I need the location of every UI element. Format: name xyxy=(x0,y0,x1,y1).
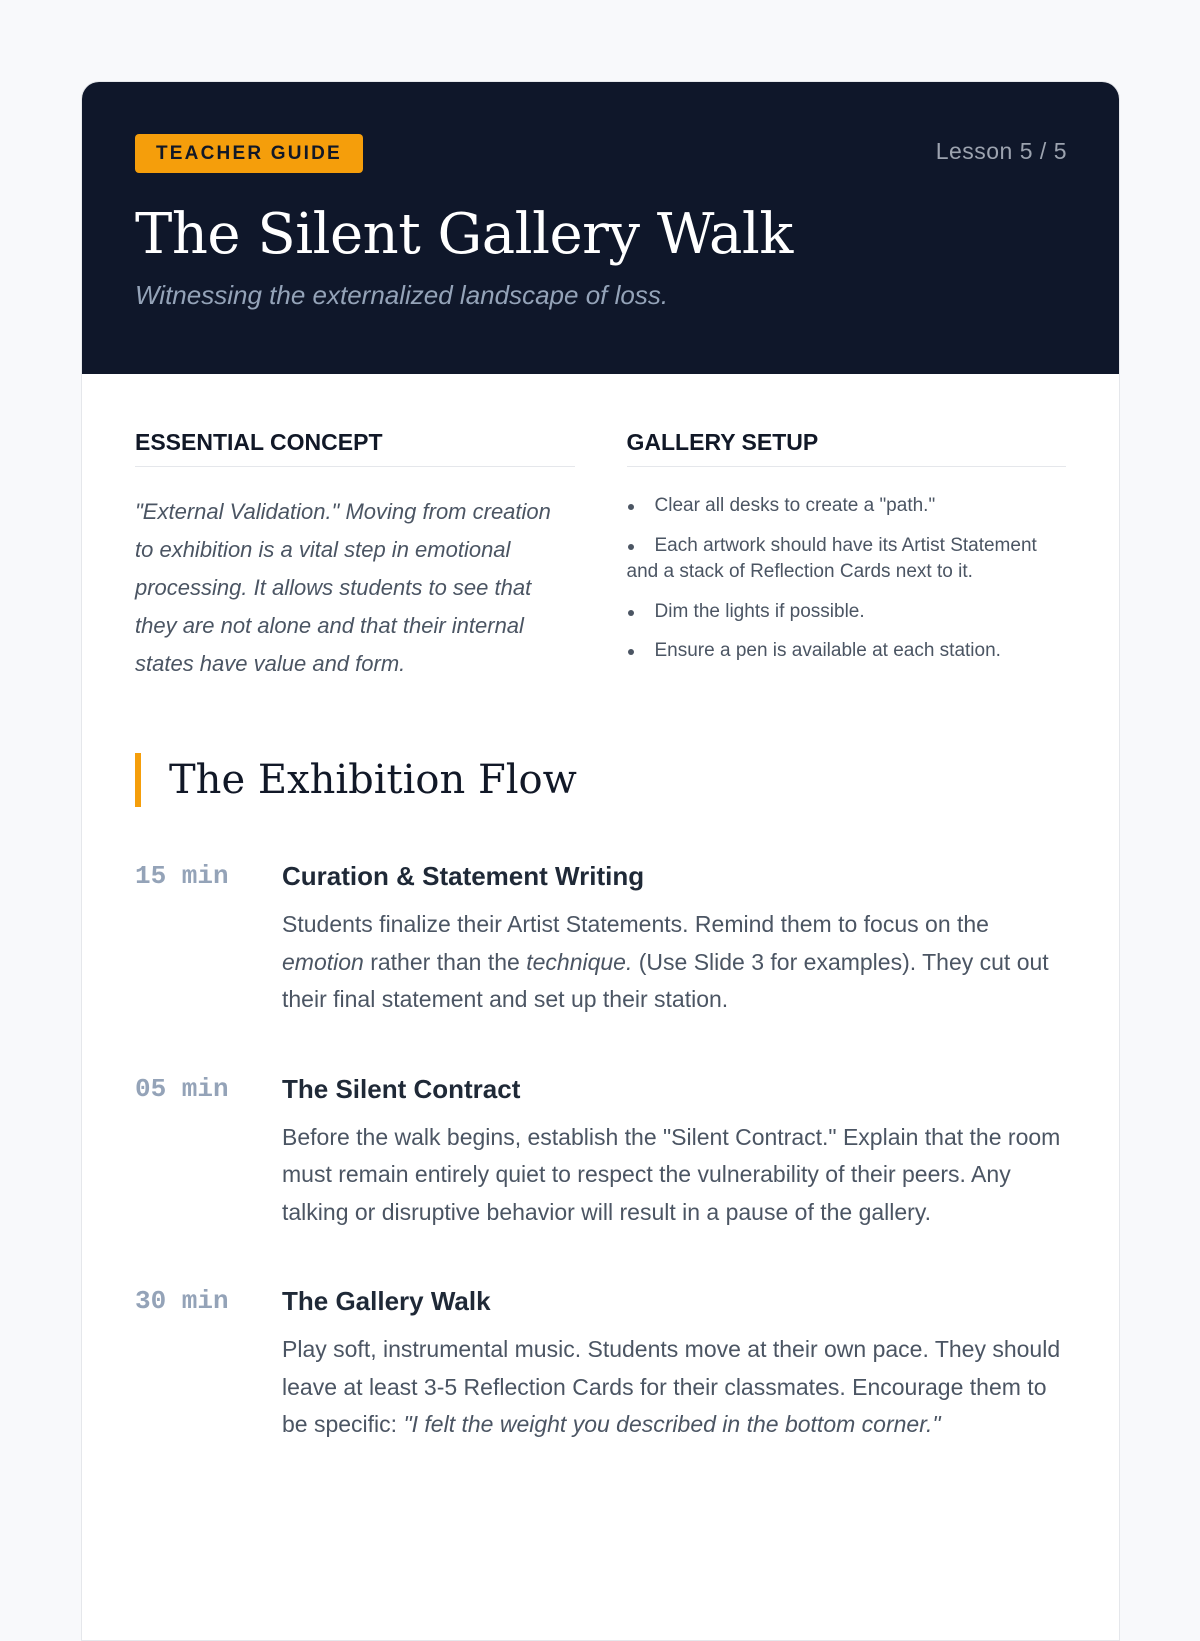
step-description xyxy=(282,906,1066,1019)
teacher-guide-card xyxy=(81,81,1120,1641)
step-description xyxy=(282,1331,1066,1444)
guide-header xyxy=(82,82,1119,374)
step-description-text: Students finalize their Artist Statements. Remind them to focus on the xyxy=(282,911,989,937)
step-content xyxy=(282,1072,1066,1232)
step-duration: 05 min xyxy=(135,1073,229,1104)
page-subtitle: Witnessing the externalized landscape of loss. xyxy=(135,280,669,310)
flow-step xyxy=(135,1072,1066,1232)
lesson-counter: Lesson 5 / 5 xyxy=(935,138,1067,164)
essential-concept-heading: ESSENTIAL CONCEPT xyxy=(135,428,575,467)
step-description-text: Play soft, instrumental music. Students move at their own pace. They should leave at least 3-5 Reflection Cards for their classmates. Encourage them to be specific: xyxy=(282,1336,1061,1437)
step-example-quote: "I felt the weight you described in the bottom corner." xyxy=(403,1411,941,1437)
setup-item: Clear all desks to create a "path." xyxy=(627,493,1067,520)
step-description-emphasis: technique. xyxy=(526,948,633,975)
exhibition-flow-heading: The Exhibition Flow xyxy=(135,753,1066,807)
step-description-emphasis: emotion xyxy=(282,948,364,975)
step-content xyxy=(282,1284,1066,1444)
overview-columns xyxy=(135,428,1066,683)
essential-concept-text: "External Validation." Moving from creation to exhibition is a vital step in emotional processing. It allows students to see that they are not alone and that their internal states have value and form. xyxy=(135,499,551,676)
essential-concept-section xyxy=(135,428,575,683)
guide-body xyxy=(82,374,1119,1444)
gallery-setup-list xyxy=(627,493,1067,665)
step-duration: 30 min xyxy=(135,1286,229,1316)
flow-step xyxy=(135,859,1066,1019)
step-title: Curation & Statement Writing xyxy=(282,861,645,891)
step-title: The Silent Contract xyxy=(282,1073,521,1104)
teacher-guide-badge: TEACHER GUIDE xyxy=(135,134,363,173)
step-content xyxy=(282,859,1066,1019)
step-description: Before the walk begins, establish the "Silent Contract." Explain that the room must remain entirely quiet to respect the vulnerability of their peers. Any talking or disruptive behavior will result in a pause of the gallery. xyxy=(282,1123,1061,1225)
gallery-setup-heading: GALLERY SETUP xyxy=(627,428,1067,467)
setup-item: Dim the lights if possible. xyxy=(627,599,1067,626)
step-description-text: (Use Slide 3 for examples). They cut out their final statement and set up their station. xyxy=(282,948,1049,1012)
step-description-text: rather than the xyxy=(370,948,520,975)
step-duration: 15 min xyxy=(135,861,229,891)
step-title: The Gallery Walk xyxy=(282,1286,491,1316)
flow-step xyxy=(135,1284,1066,1444)
gallery-setup-section xyxy=(627,428,1067,683)
page-title: The Silent Gallery Walk xyxy=(135,202,793,267)
exhibition-flow-steps xyxy=(135,859,1066,1444)
setup-item: Each artwork should have its Artist Statement and a stack of Reflection Cards next to it. xyxy=(627,533,1067,586)
setup-item: Ensure a pen is available at each station. xyxy=(627,638,1067,665)
